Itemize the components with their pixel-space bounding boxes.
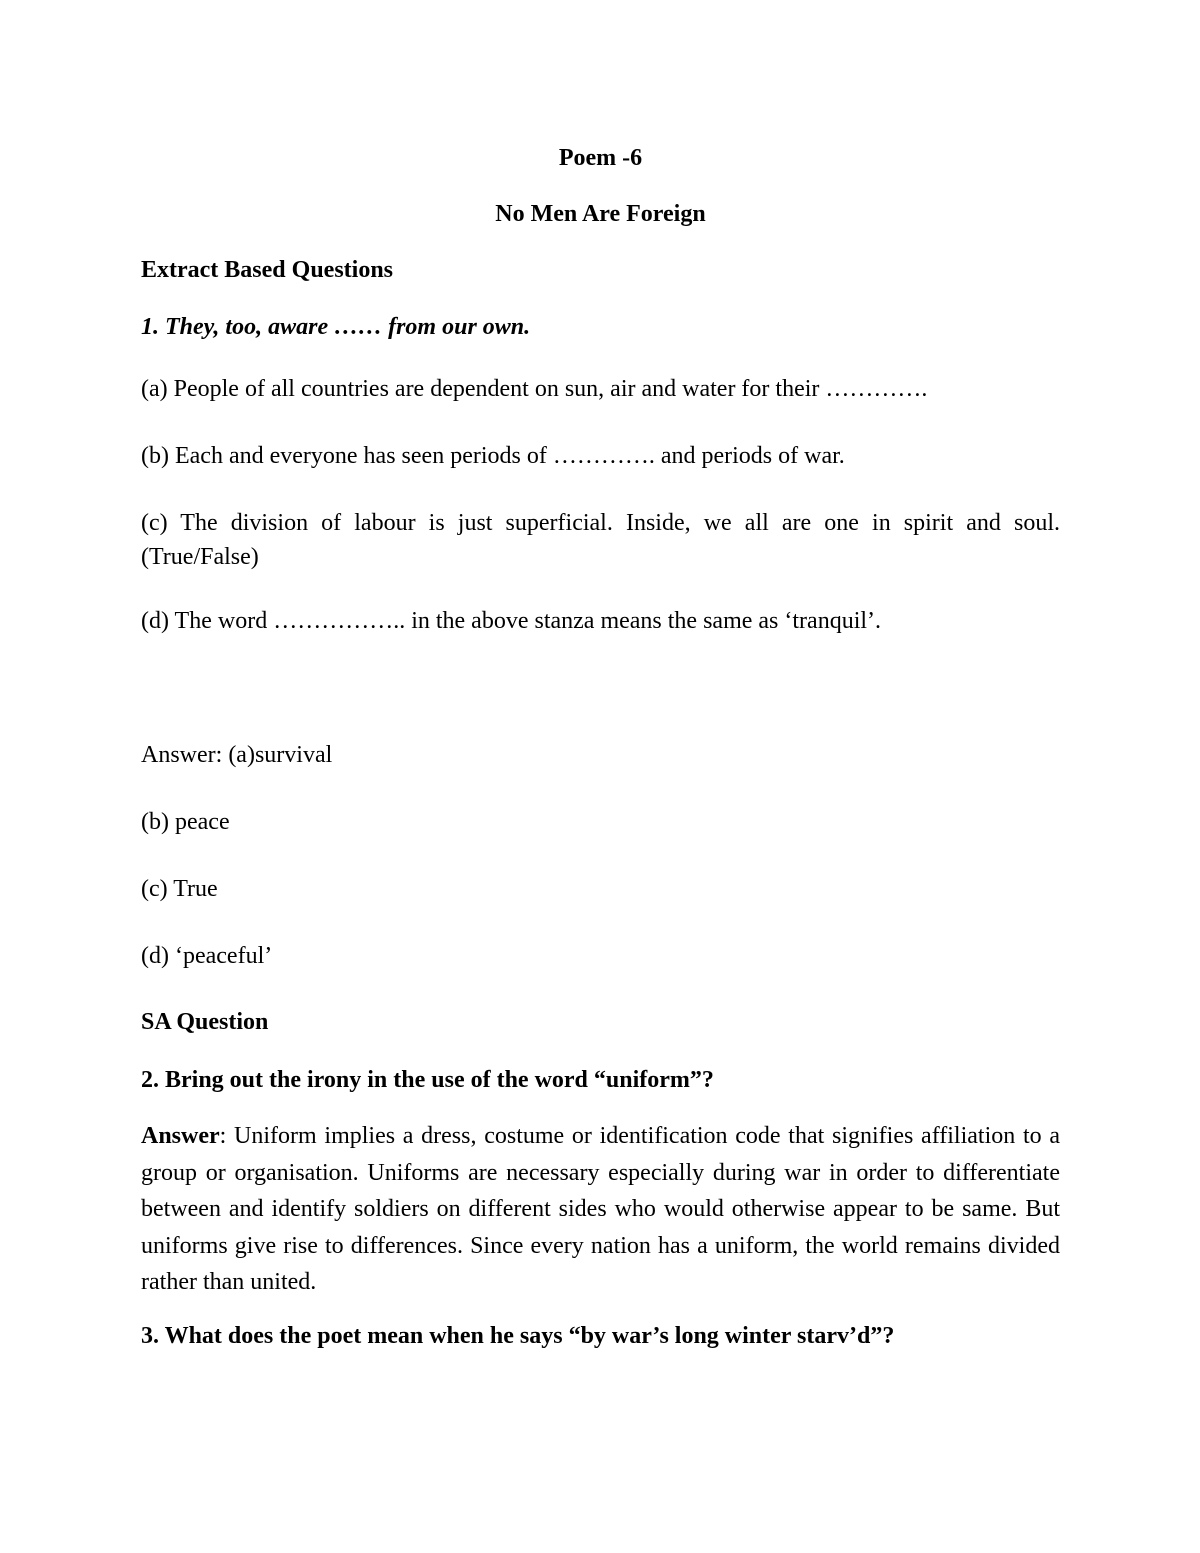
answer-1-d: (d) ‘peaceful’ xyxy=(141,943,273,969)
question-1-part-d: (d) The word …………….. in the above stanza means the same as ‘tranquil’. xyxy=(141,608,882,634)
section-heading-sa: SA Question xyxy=(141,1009,269,1035)
answer-1-a: Answer: (a)survival xyxy=(141,742,333,768)
section-heading-extract: Extract Based Questions xyxy=(141,257,393,283)
question-1-heading: 1. They, too, aware …… from our own. xyxy=(141,314,531,340)
question-2-heading: 2. Bring out the irony in the use of the word “uniform”? xyxy=(141,1067,714,1093)
answer-text: : Uniform implies a dress, costume or identification code that signifies affiliation to a group or organisation. Uniforms are necessary especially during war in order to differentiate between and identify soldiers on different sides who would otherwise appear to be same. But uniforms give rise to differences. Since every nation has a uniform, the world remains divided rather than united. xyxy=(141,1123,1060,1295)
question-1-part-a: (a) People of all countries are dependent on sun, air and water for their …………. xyxy=(141,376,928,402)
question-2-answer xyxy=(141,1118,1060,1301)
answer-1-c: (c) True xyxy=(141,876,218,902)
question-1-part-c: (c) The division of labour is just superficial. Inside, we all are one in spirit and soul. (True/False) xyxy=(141,510,1060,570)
answer-1-b: (b) peace xyxy=(141,809,230,835)
question-3-heading: 3. What does the poet mean when he says “by war’s long winter starv’d”? xyxy=(141,1323,895,1349)
answer-label: Answer xyxy=(141,1123,220,1149)
question-1-part-b: (b) Each and everyone has seen periods of …………. and periods of war. xyxy=(141,443,845,469)
poem-title: No Men Are Foreign xyxy=(495,201,706,227)
poem-number: Poem -6 xyxy=(558,145,643,171)
